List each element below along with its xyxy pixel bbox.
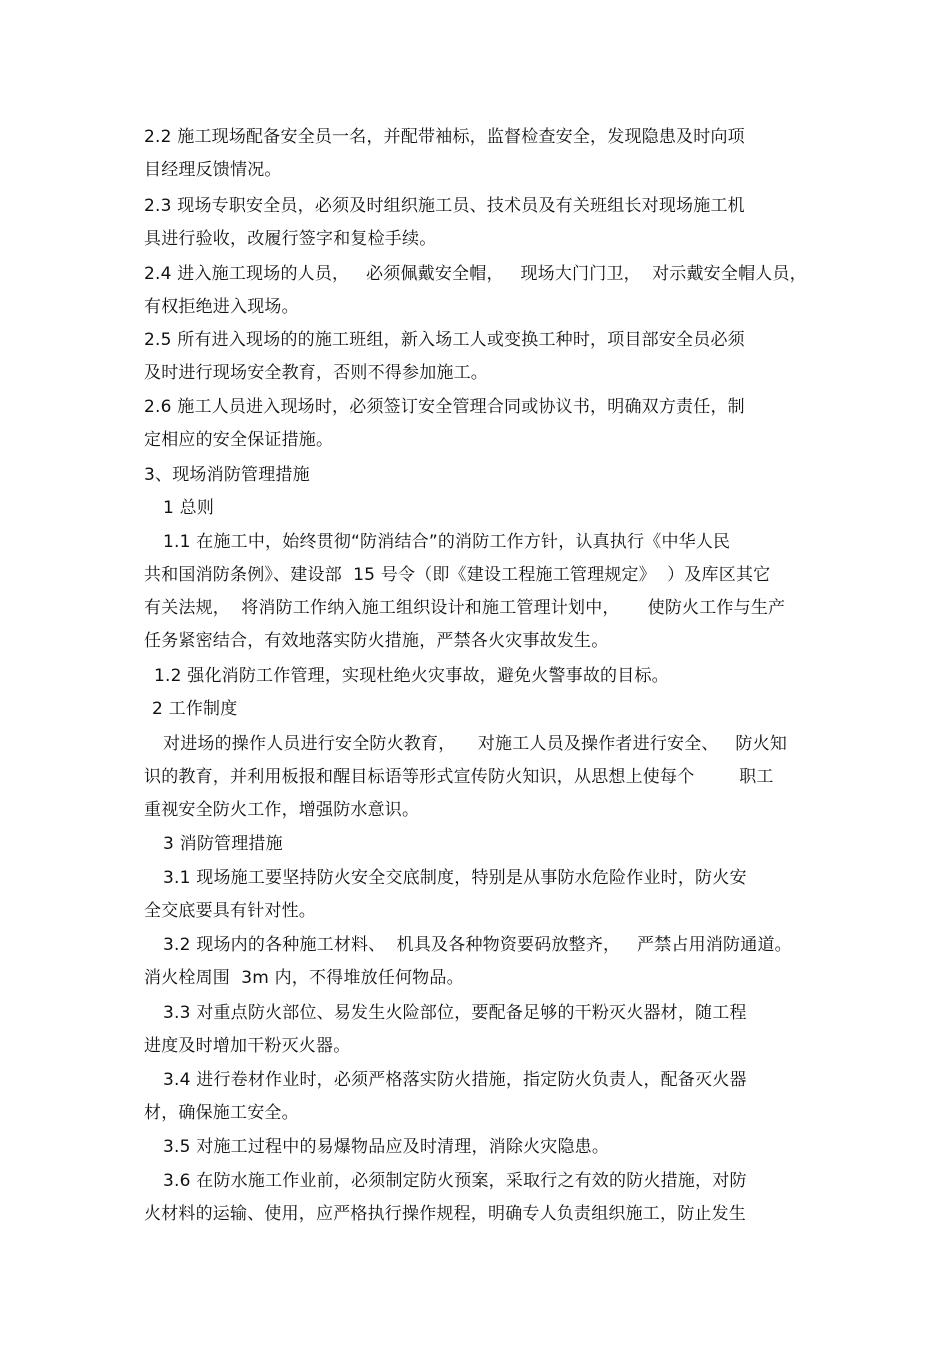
text-line: 2.3 现场专职安全员，必须及时组织施工员、技术员及有关班组长对现场施工机 <box>144 196 745 216</box>
text-line: 具进行验收，改履行签字和复检手续。 <box>144 229 437 249</box>
text-line: 3.5 对施工过程中的易爆物品应及时清理，消除火灾隐患。 <box>163 1137 610 1157</box>
text-line: 3.4 进行卷材作业时，必须严格落实防火措施，指定防火负责人，配备灭火器 <box>163 1070 747 1090</box>
text-line: 重视安全防火工作，增强防水意识。 <box>144 800 420 820</box>
text-line: 3.2 现场内的各种施工材料、 机具及各种物资要码放整齐， 严禁占用消防通道。 <box>163 935 792 955</box>
subsection-heading: 1 总则 <box>163 498 215 518</box>
text-line: 消火栓周围 3m 内，不得堆放任何物品。 <box>144 968 464 988</box>
text-line: 及时进行现场安全教育，否则不得参加施工。 <box>144 363 488 383</box>
text-line: 1.1 在施工中，始终贯彻“防消结合”的消防工作方针，认真执行《中华人民 <box>163 532 731 552</box>
text-line: 2.4 进入施工现场的人员， 必须佩戴安全帽， 现场大门门卫， 对示戴安全帽人员， <box>144 264 807 284</box>
text-line: 材，确保施工安全。 <box>144 1103 299 1123</box>
text-line: 2.5 所有进入现场的的施工班组，新入场工人或变换工种时，项目部安全员必须 <box>144 330 745 350</box>
text-line: 有关法规， 将消防工作纳入施工组织设计和施工管理计划中， 使防火工作与生产 <box>144 598 786 618</box>
text-line: 火材料的运输、使用，应严格执行操作规程，明确专人负责组织施工，防止发生 <box>144 1204 746 1224</box>
text-line: 3.6 在防水施工作业前，必须制定防火预案，采取行之有效的防火措施，对防 <box>163 1171 747 1191</box>
text-line: 进度及时增加干粉灭火器。 <box>144 1036 351 1056</box>
text-line: 任务紧密结合，有效地落实防火措施，严禁各火灾事故发生。 <box>144 631 609 651</box>
text-line: 定相应的安全保证措施。 <box>144 430 334 450</box>
text-line: 目经理反馈情况。 <box>144 160 282 180</box>
text-line: 2.2 施工现场配备安全员一名，并配带袖标，监督检查安全，发现隐患及时向项 <box>144 127 745 147</box>
text-line: 有权拒绝进入现场。 <box>144 297 299 317</box>
subsection-heading: 3 消防管理措施 <box>163 834 283 854</box>
text-line: 3.1 现场施工要坚持防火安全交底制度，特别是从事防水危险作业时，防火安 <box>163 868 747 888</box>
text-line: 3.3 对重点防火部位、易发生火险部位，要配备足够的干粉灭火器材，随工程 <box>163 1003 747 1023</box>
subsection-heading: 2 工作制度 <box>152 699 238 719</box>
text-line: 识的教育，并利用板报和醒目标语等形式宣传防火知识，从思想上使每个 职工 <box>144 767 774 787</box>
text-line: 对进场的操作人员进行安全防火教育， 对施工人员及操作者进行安全、 防火知 <box>163 734 788 754</box>
section-heading: 3、现场消防管理措施 <box>144 465 310 485</box>
text-line: 2.6 施工人员进入现场时，必须签订安全管理合同或协议书，明确双方责任，制 <box>144 397 745 417</box>
text-line: 全交底要具有针对性。 <box>144 901 316 921</box>
text-line: 共和国消防条例》、建设部 15 号令（即《建设工程施工管理规定》 ）及库区其它 <box>144 565 771 585</box>
text-line: 1.2 强化消防工作管理，实现杜绝火灾事故，避免火警事故的目标。 <box>154 666 669 686</box>
